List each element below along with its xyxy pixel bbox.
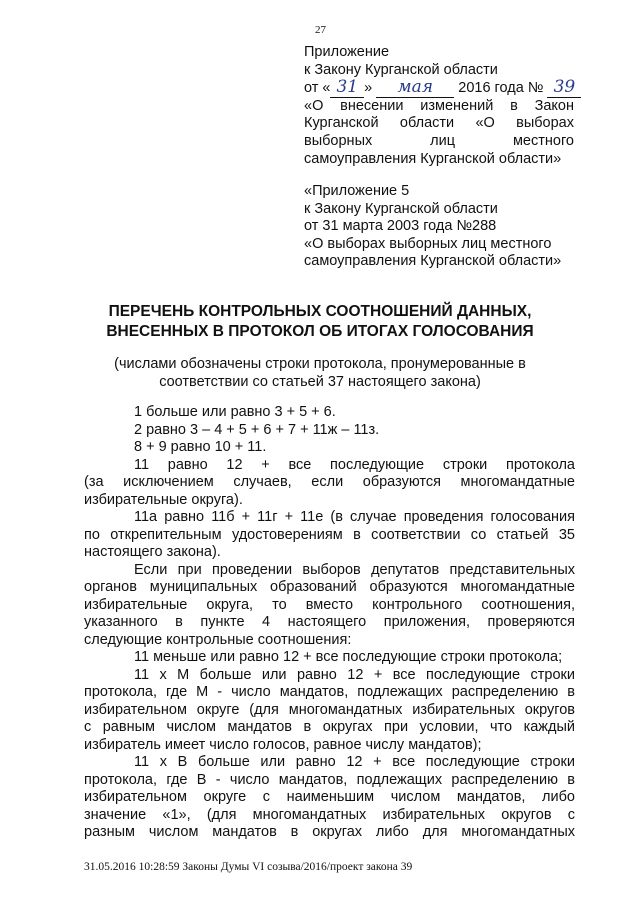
title-line: ВНЕСЕННЫХ В ПРОТОКОЛ ОБ ИТОГАХ ГОЛОСОВАНИЯ <box>106 323 534 340</box>
paragraph: 8 + 9 равно 10 + 11. <box>134 439 267 455</box>
paragraph-line: 11 х М больше или равно 12 + все последующие строки <box>134 666 575 683</box>
header-line: «О внесении изменений в Закон <box>304 97 574 114</box>
document-title <box>90 302 550 342</box>
paragraph-line: Если при проведении выборов депутатов представительных <box>134 561 575 578</box>
header-date-line <box>304 79 574 98</box>
paragraph-line: с равным числом мандатов в округах при условии, что каждый <box>84 719 575 735</box>
paragraph-line: протокола, где В - число мандатов, подлежащих распределению в <box>84 771 575 788</box>
paragraph-line: избирательном округе с наименьшим числом мандатов, либо <box>84 789 575 805</box>
date-year: 2016 года № <box>458 80 544 97</box>
paragraph-line: следующие контрольные соотношения: <box>84 631 352 648</box>
appendix-line: самоуправления Курганской области» <box>304 253 562 270</box>
handwritten-month: мая <box>376 79 454 98</box>
paragraph-line: 11а равно 11б + 11г + 11е (в случае проведения голосования <box>134 509 575 525</box>
header-line: Приложение <box>304 44 390 60</box>
document-subtitle <box>90 356 550 391</box>
appendix-line: от 31 марта 2003 года №288 <box>304 218 497 235</box>
paragraph-line: указанного в пункте 4 настоящего приложения, проверяются <box>84 614 575 630</box>
date-prefix: от « <box>304 80 331 97</box>
paragraph-line: избирательные округа, то вместо контрольного соотношения, <box>84 596 575 613</box>
paragraph-line: (за исключением случаев, если образуются многомандатные <box>84 474 575 490</box>
subtitle-line: (числами обозначены строки протокола, пронумерованные в <box>114 356 526 372</box>
appendix-line: «О выборах выборных лиц местного <box>304 235 552 252</box>
subtitle-line: соответствии со статьей 37 настоящего закона) <box>159 373 481 390</box>
paragraph-line: 11 х В больше или равно 12 + все последующие строки <box>134 754 575 770</box>
page-number: 27 <box>315 24 326 36</box>
paragraph-line: избиратель имеет число голосов, равное числу мандатов); <box>84 736 482 753</box>
paragraph-line: органов муниципальных образований образуются многомандатные <box>84 579 575 595</box>
paragraph-line: по открепительным удостоверениям в соответствии со статьей 35 <box>84 526 575 543</box>
paragraph-line: настоящего закона). <box>84 544 221 560</box>
handwritten-day: 31 <box>330 77 364 98</box>
appendix-line: «Приложение 5 <box>304 183 410 199</box>
header-line: выборных лиц местного <box>304 132 574 149</box>
date-mid: » <box>364 80 373 97</box>
paragraph: 1 больше или равно 3 + 5 + 6. <box>134 404 336 420</box>
paragraph-line: значение «1», (для многомандатных избирательных округов с <box>84 806 575 823</box>
paragraph: 2 равно 3 – 4 + 5 + 6 + 7 + 11ж – 11з. <box>134 421 380 438</box>
footer-path: 31.05.2016 10:28:59 Законы Думы VI созыва/2016/проект закона 39 <box>84 861 413 873</box>
paragraph: 11 меньше или равно 12 + все последующие строки протокола; <box>134 649 563 665</box>
appendix-block <box>304 183 574 271</box>
handwritten-law-number: 39 <box>547 79 581 98</box>
document-body <box>84 404 575 842</box>
paragraph-line: 11 равно 12 + все последующие строки протокола <box>134 456 575 473</box>
paragraph-line: разным числом мандатов в округах либо для многомандатных <box>84 824 575 840</box>
header-line: к Закону Курганской области <box>304 61 498 78</box>
header-block <box>304 44 574 168</box>
title-line: ПЕРЕЧЕНЬ КОНТРОЛЬНЫХ СООТНОШЕНИЙ ДАННЫХ, <box>108 303 532 320</box>
paragraph-line: протокола, где М - число мандатов, подлежащих распределению в <box>84 684 575 700</box>
paragraph-line: избирательном округе (для многомандатных избирательных округов <box>84 701 575 718</box>
header-line: самоуправления Курганской области» <box>304 150 562 167</box>
header-line: Курганской области «О выборах <box>304 115 574 132</box>
appendix-line: к Закону Курганской области <box>304 200 498 217</box>
paragraph-line: избирательные округа). <box>84 491 243 508</box>
